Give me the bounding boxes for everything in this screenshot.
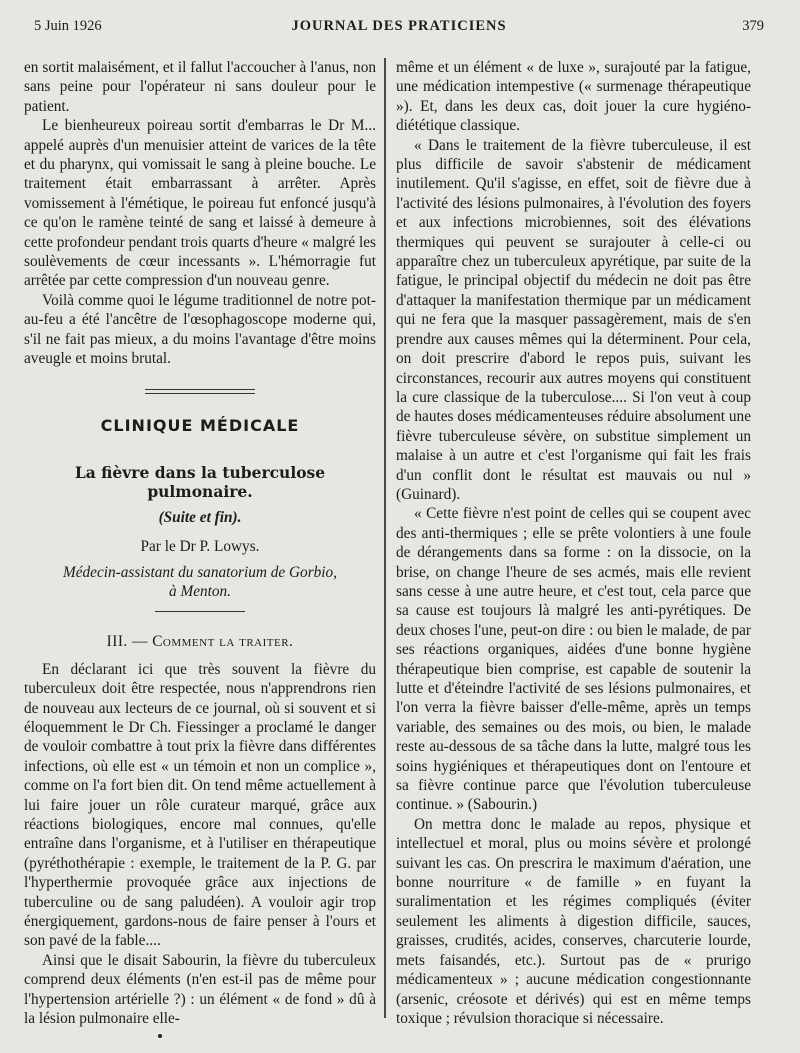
paragraph: Voilà comme quoi le légume traditionnel de notre pot-au-feu a été l'ancêtre de l'œsophagoscope moderne qui, s'il ne fait pas mieux, a du moins l'avantage d'être moins aveugle et moins brutal. <box>24 291 376 368</box>
paragraph: On mettra donc le malade au repos, physique et intellectuel et moral, plus ou moins sévère et prolongé suivant les cas. On prescrira le maximum d'aération, une bonne nourriture « de famille » en fuyant la suralimentation et les régimes compliqués (éviter seulement les aliments à digestion difficile, sauces, graisses, crudités, acides, conserves, charcuterie lourde, mets faisandés, etc.). Surtout pas de « prurigo médicamenteux » ; aucune médication congestionnante (arsenic, créosote et dérivés) qui est en même temps toxique ; révulsion thoracique si nécessaire. <box>396 815 751 1027</box>
section-title: CLINIQUE MÉDICALE <box>100 415 300 435</box>
paragraph: « Cette fièvre n'est point de celles qui se coupent avec des anti-thermiques ; elle se prête volontiers à une foule de dérangements dans sa forme : on la dissocie, on la brise, on change l'heure de ses acmés, mais elle revient sans cesse à une autre heure, et c'est tout, cela parce que sa cause est toujours là malgré les anti-pyrétiques. De deux choses l'une, peut-on dire : ou bien le malade, de par ses réactions organiques, aidées d'une bonne hygiène thérapeutique bien comprise, est capable de soutenir la lutte et d'éteindre l'activité de ses lésions pulmonaires, et l'on verra la fièvre baisser d'elle-même, après un temps variable, des semaines ou des mois, ou bien, le malade reste au-dessous de sa tâche dans la lutte, malgré tous les soins hygiéniques et thérapeutiques dont on l'entoure et sa fièvre continue parce que l'évolution tuberculeuse continue. » (Sabourin.) <box>396 505 751 814</box>
part-title: III. — Comment la traiter. <box>106 633 294 651</box>
author-line: Par le Dr P. Lowys. <box>140 538 260 556</box>
right-column <box>396 58 751 1028</box>
article-subtitle: (Suite et fin). <box>158 508 242 526</box>
author-affiliation: Médecin-assistant du sanatorium de Gorbio, <box>62 563 338 581</box>
print-mark <box>158 1034 162 1038</box>
author-affiliation: à Menton. <box>168 582 232 600</box>
page-header <box>34 18 764 40</box>
issue-date: 5 Juin 1926 <box>34 18 102 34</box>
paragraph: Ainsi que le disait Sabourin, la fièvre du tuberculeux comprend deux éléments (n'en est-il pas de même pour l'hypertension artérielle ?) : un élément « de fond » dû à la lésion pulmonaire elle- <box>24 951 376 1028</box>
paragraph: En déclarant ici que très souvent la fièvre du tuberculeux doit être respectée, nous n'apprendrons rien de nouveau aux lecteurs de ce journal, où si souvent et si éloquemment le Dr Ch. Fiessinger a proclamé le danger de vouloir combattre à tout prix la fièvre dans différentes infections, où elle est « un témoin et non un complice », comme on l'a fort bien dit. On tend même actuellement à lui faire jouer un rôle curateur marqué, grâce aux réactions biologiques, encore mal connues, qu'elle entraîne dans l'organisme, et à l'utiliser en thérapeutique (pyréthothérapie : exemple, le traitement de la P. G. par l'hyperthermie provoquée grâce aux injections de tuberculine ou de sang paludéen). A vouloir agir trop énergiquement, gardons-nous de faire penser à l'ours et son pavé de la fable.... <box>24 660 376 950</box>
paragraph: Le bienheureux poireau sortit d'embarras le Dr M... appelé auprès d'un menuisier atteint de varices de la tête et du pharynx, qui vomissait le sang à pleine bouche. Le traitement était embarrassant à arrêter. Après vomissement à l'émétique, le poireau fut enfoncé jusqu'à ce qu'on le ramène teinté de sang et laissé à demeure à cette profondeur pendant trois quarts d'heure « malgré les soulèvements de cœur incessants ». L'hémorragie fut arrêtée par cette compression d'un nouveau genre. <box>24 117 376 290</box>
section-divider <box>145 389 255 394</box>
paragraph: même et un élément « de luxe », surajouté par la fatigue, une médication intempestive (« surmenage thérapeutique »). Et, dans les deux cas, doit jouer la cure hygiéno-diététique classique. <box>396 59 751 135</box>
journal-title: JOURNAL DES PRATICIENS <box>291 18 507 34</box>
paragraph: en sortit malaisément, et il fallut l'accoucher à l'anus, non sans peine pour l'opérateur ni sans douleur pour le patient. <box>24 59 376 115</box>
left-column <box>24 58 376 1028</box>
page-number: 379 <box>742 18 764 34</box>
paragraph: « Dans le traitement de la fièvre tuberculeuse, il est plus difficile de savoir s'abstenir de médicament inutilement. Qu'il s'agisse, en effet, soit de fièvre due à l'activité des lésions pulmonaires, à l'évolution des foyers et aux infections microbiennes, soit des élévations thermiques qui peuvent se surajouter à celle-ci ou apparaître chez un tuberculeux apyrétique, par suite de la fatigue, le principal objectif du médecin ne doit pas être d'attaquer la manifestation thermique par un médicament qui ne fera que la masquer passagèrement, mais de s'en prendre aux causes mêmes qui la déterminent. Pour cela, on doit prescrire d'abord le repos puis, suivant les circonstances, recourir aux autres moyens qui constituent la cure classique de la tuberculose.... Si l'on veut à coup de hautes doses médicamenteuses réduire absolument une fièvre tuberculeuse sévère, on substitue simplement un malaise à un autre et c'est l'organisme qui fait les frais d'un conflit dont le résultat est mauvais ou nul » (Guinard). <box>396 136 751 503</box>
title-divider <box>155 611 245 612</box>
article-title: La fièvre dans la tuberculose pulmonaire. <box>74 462 326 502</box>
column-divider <box>384 58 386 1018</box>
